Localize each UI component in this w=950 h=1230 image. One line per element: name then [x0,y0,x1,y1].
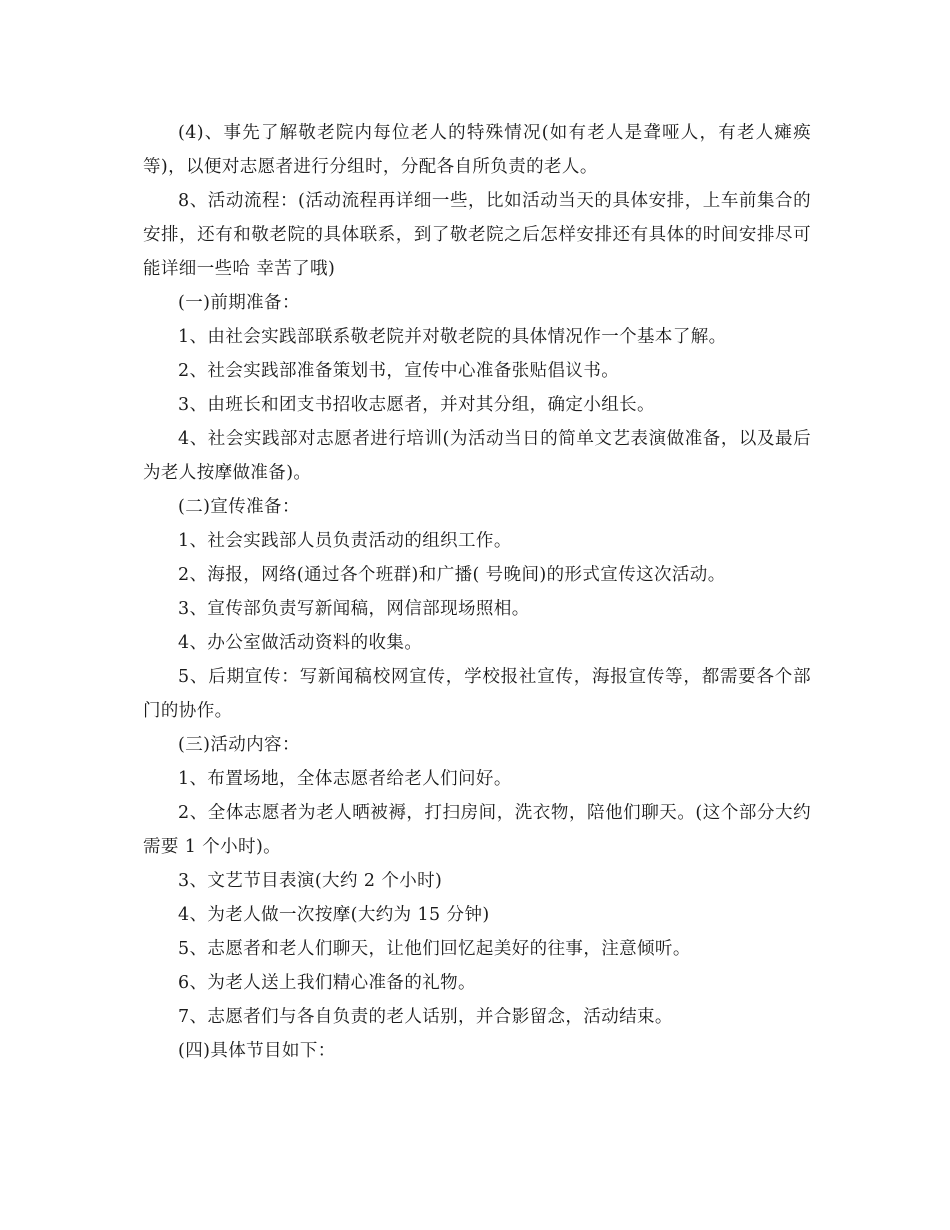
heading-activity-content: (三)活动内容： [178,735,300,755]
paragraph-publicity-3: 3、宣传部负责写新闻稿，网信部现场照相。 [178,599,530,619]
paragraph-publicity-4: 4、办公室做活动资料的收集。 [178,633,423,653]
paragraph-special-situations: (4)、事先了解敬老院内每位老人的特殊情况(如有老人是聋哑人，有老人瘫痪等)，以便对志愿者进行分组时，分配各自所负责的老人。 [143,123,811,177]
paragraph-prep-1: 1、由社会实践部联系敬老院并对敬老院的具体情况作一个基本了解。 [178,327,727,347]
paragraph-publicity-1: 1、社会实践部人员负责活动的组织工作。 [178,531,512,551]
paragraph-content-4: 4、为老人做一次按摩(大约为 15 分钟) [178,905,490,925]
paragraph-prep-4: 4、社会实践部对志愿者进行培训(为活动当日的简单文艺表演做准备，以及最后为老人按摩做准备)。 [143,429,811,483]
paragraph-prep-3: 3、由班长和团支书招收志愿者，并对其分组，确定小组长。 [178,395,655,415]
paragraph-prep-2: 2、社会实践部准备策划书，宣传中心准备张贴倡议书。 [178,361,620,381]
document-body [143,116,811,1068]
paragraph-content-1: 1、布置场地，全体志愿者给老人们问好。 [178,769,512,789]
heading-preparation: (一)前期准备： [178,293,300,313]
paragraph-content-5: 5、志愿者和老人们聊天，让他们回忆起美好的往事，注意倾听。 [178,939,691,959]
heading-publicity: (二)宣传准备： [178,497,300,517]
paragraph-content-3: 3、文艺节目表演(大约 2 个小时) [178,871,443,891]
heading-program-list: (四)具体节目如下： [178,1041,336,1061]
paragraph-publicity-5: 5、后期宣传：写新闻稿校网宣传，学校报社宣传，海报宣传等，都需要各个部门的协作。 [143,667,811,721]
paragraph-content-6: 6、为老人送上我们精心准备的礼物。 [178,973,476,993]
paragraph-content-2: 2、全体志愿者为老人晒被褥，打扫房间，洗衣物，陪他们聊天。(这个部分大约需要 1 个小时)。 [143,803,811,857]
paragraph-content-7: 7、志愿者们与各自负责的老人话别，并合影留念，活动结束。 [178,1007,673,1027]
paragraph-activity-flow: 8、活动流程：(活动流程再详细一些，比如活动当天的具体安排，上车前集合的安排，还有和敬老院的具体联系，到了敬老院之后怎样安排还有具体的时间安排尽可能详细一些哈 幸苦了哦) [143,191,811,279]
paragraph-publicity-2: 2、海报，网络(通过各个班群)和广播( 号晚间)的形式宣传这次活动。 [178,565,726,585]
